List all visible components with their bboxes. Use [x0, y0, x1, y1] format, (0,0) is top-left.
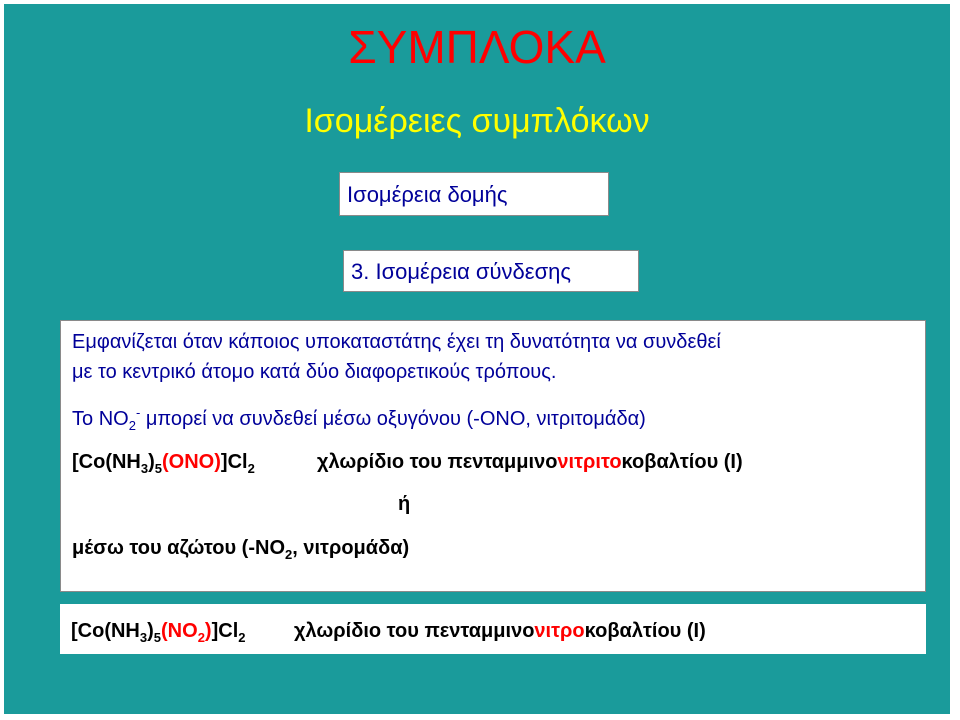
formula1-highlight: (ONO) [162, 451, 221, 473]
name2-part: χλωρίδιο του πενταμμινο [294, 620, 535, 642]
formula2-highlight: (NO [161, 620, 198, 642]
formula1-part: ) [148, 451, 155, 473]
paragraph-line-1: Εμφανίζεται όταν κάποιος υποκαταστάτης έχει τη δυνατότητα να συνδεθεί [72, 331, 721, 353]
name1-part: χλωρίδιο του πενταμμινο [317, 451, 558, 473]
formula2-part: ]Cl [211, 620, 239, 642]
formula1-sub: 3 [140, 461, 149, 476]
no2-superscript: - [135, 405, 141, 420]
formula1-sub: 2 [247, 461, 255, 476]
no2-subscript: 2 [128, 418, 136, 433]
slide-background [4, 4, 950, 714]
no2-rest: μπορεί να συνδεθεί μέσω οξυγόνου (-ONO, νιτριτομάδα) [140, 408, 646, 430]
formula1-part: [Co(NH [72, 451, 141, 473]
slide-subtitle: Ισομέρειες συμπλόκων [304, 102, 650, 140]
name-nitrito [317, 451, 743, 474]
linkage-isomerism-box: 3. Ισομέρεια σύνδεσης [343, 250, 639, 292]
formula2-sub: 2 [238, 630, 246, 645]
name1-part: κοβαλτίου (Ι) [621, 451, 743, 473]
nitro-box [60, 604, 926, 654]
no2-prefix: Το NO [72, 408, 129, 430]
formula1-sub: 5 [154, 461, 163, 476]
name2-highlight: νιτρο [534, 620, 585, 642]
paragraph-line-2: με το κεντρικό άτομο κατά δύο διαφορετικούς τρόπους. [72, 361, 557, 383]
or-word: ή [398, 493, 411, 515]
nitrogen-part: , νιτρομάδα) [292, 537, 410, 559]
nitrogen-part: μέσω του αζώτου (-NO [72, 537, 285, 559]
content-box [60, 320, 926, 592]
formula2-highlight: ) [204, 620, 212, 642]
formula2-sub: 3 [139, 630, 148, 645]
name-nitro [294, 620, 706, 643]
formula-nitrito [72, 451, 255, 476]
structure-isomerism-box: Ισομέρεια δομής [339, 172, 609, 216]
name2-part: κοβαλτίου (Ι) [584, 620, 706, 642]
slide-title: ΣΥΜΠΛΟΚΑ [348, 21, 606, 73]
formula2-highlight-sub: 2 [197, 630, 205, 645]
formula1-part: ]Cl [220, 451, 248, 473]
formula-nitro [71, 620, 246, 645]
nitrogen-sub: 2 [285, 547, 293, 562]
formula2-part: ) [147, 620, 154, 642]
name1-highlight: νιτριτο [557, 451, 622, 473]
formula2-part: [Co(NH [71, 620, 140, 642]
nitrogen-line [72, 537, 409, 562]
formula2-sub: 5 [153, 630, 162, 645]
no2-oxygen-line [72, 405, 646, 433]
